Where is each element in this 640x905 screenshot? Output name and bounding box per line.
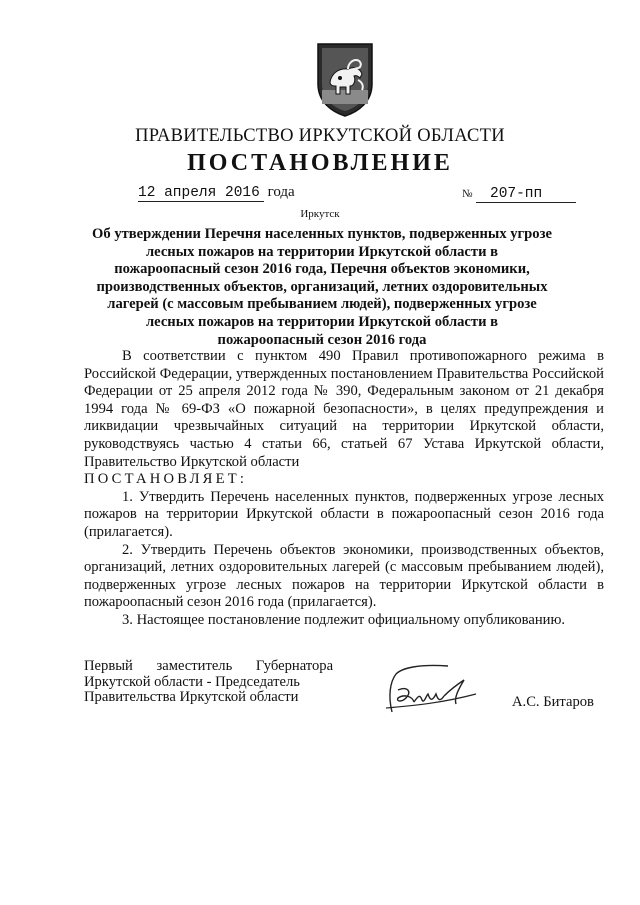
- preamble-paragraph: В соответствии с пунктом 490 Правил противопожарного режима в Российской Федерации, утвержденных постановлением Правительства Российской Федерации от 25 апреля 2012 года № 390, Федеральным законом от 21 декабря 1994 года № 69-ФЗ «О пожарной безопасности», в целях предупреждения и ликвидации чрезвычайных ситуаций на территории Иркутской области, руководствуясь частью 4 статьи 66, статьей 67 Устава Иркутской области, Правительство Иркутской области: [84, 348, 604, 470]
- city-name: Иркутск: [300, 208, 340, 220]
- document-body: [84, 348, 604, 630]
- item-paragraph-2: 2. Утвердить Перечень объектов экономики, производственных объектов, организаций, летних оздоровительных лагерей (с массовым пребыванием людей), подверженных угрозе лесных пожаров на территории Иркутской области в пожароопасный сезон 2016 года (прилагается).: [84, 541, 604, 611]
- item-paragraph-1: 1. Утвердить Перечень населенных пунктов, подверженных угрозе лесных пожаров на территории Иркутской области в пожароопасный сезон 2016 года (прилагается).: [84, 488, 604, 540]
- date-suffix: года: [267, 184, 295, 200]
- signer-position-line-3: Правительства Иркутской области: [84, 689, 299, 705]
- signer-position-line-1: Первый заместитель Губернатора: [84, 658, 334, 674]
- document-number: [462, 186, 576, 203]
- signer-position-line-2: Иркутской области - Председатель: [84, 673, 300, 690]
- date-value: 12 апреля 2016: [138, 185, 264, 202]
- resolve-heading: ПОСТАНОВЛЯЕТ:: [84, 471, 248, 488]
- document-type: ПОСТАНОВЛЕНИЕ: [187, 150, 453, 176]
- coat-of-arms-icon: [314, 38, 376, 118]
- signer-position: [84, 659, 334, 706]
- number-mark: №: [462, 188, 473, 200]
- document-title: Об утверждении Перечня населенных пунктов, подверженных угрозе лесных пожаров на территории Иркутской области в пожароопасный сезон 2016 года, Перечня объектов экономики, производственных объектов, организаций, летних оздоровительных лагерей (с массовым пребыванием людей), подверженных угрозе лесных пожаров на территории Иркутской области в пожароопасный сезон 2016 года: [92, 226, 552, 348]
- signer-name: А.С. Битаров: [512, 694, 594, 710]
- item-paragraph-3: 3. Настоящее постановление подлежит официальному опубликованию.: [122, 611, 566, 628]
- document-date: [138, 184, 295, 201]
- signature-icon: [378, 660, 488, 718]
- number-value: 207-пп: [476, 186, 576, 203]
- authority-name: ПРАВИТЕЛЬСТВО ИРКУТСКОЙ ОБЛАСТИ: [135, 126, 505, 146]
